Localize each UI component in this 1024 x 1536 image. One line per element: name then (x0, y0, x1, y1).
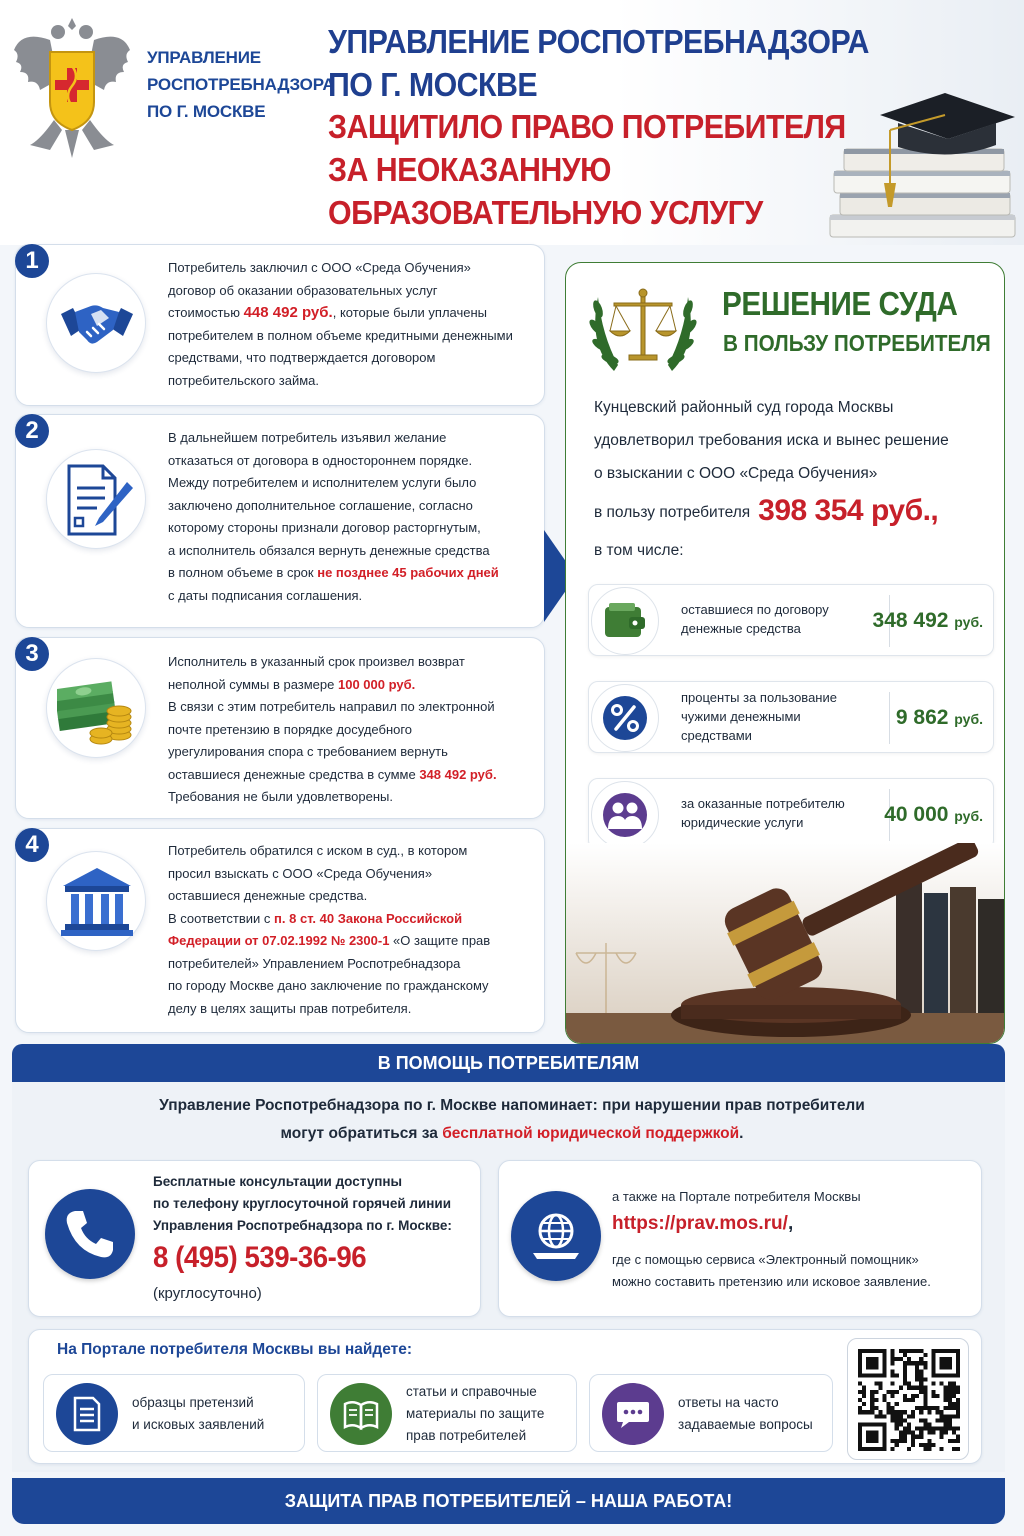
step-text-line: средствами, что подтверждается договором (168, 350, 436, 365)
step-number-badge: 3 (15, 637, 49, 671)
help-section-header: В ПОМОЩЬ ПОТРЕБИТЕЛЯМ (12, 1044, 1005, 1082)
step-text-part: «О защите прав (389, 933, 491, 948)
feature-label (678, 1375, 813, 1453)
phone-icon-circle (45, 1189, 135, 1279)
step-text-line: потребительского займа. (168, 372, 320, 388)
feature-item-articles[interactable] (317, 1374, 577, 1452)
portal-url-text[interactable]: https://prav.mos.ru/ (612, 1213, 788, 1234)
step-text-part: В соответствии с (168, 910, 271, 926)
law-reference-highlight: п. 8 ст. 40 Закона Российской (274, 910, 463, 926)
portal-card (498, 1160, 982, 1317)
step-text-line (168, 930, 540, 953)
court-text-line: Кунцевский районный суд города Москвы (594, 399, 894, 416)
page-subtitle-line: ЗА НЕОКАЗАННУЮ (328, 151, 611, 188)
feature-label-line: и исковых заявлений (132, 1417, 265, 1432)
court-text-line: о взыскании с ООО «Среда Обучения» (594, 465, 878, 482)
step-icon-circle (46, 851, 146, 951)
step-text-line: с даты подписания соглашения. (168, 587, 363, 603)
payment-label-line: чужими денежными (681, 709, 801, 724)
payment-value (884, 779, 983, 851)
double-headed-eagle-emblem-icon (10, 10, 135, 160)
step-text-line: потребителей» Управлением Роспотребнадзора (168, 955, 461, 971)
org-name-line: УПРАВЛЕНИЕ (147, 48, 261, 67)
step-text-line: Требования не были удовлетворены. (168, 789, 393, 804)
amount-highlight: 100 000 руб. (338, 676, 416, 692)
feature-label-line: образцы претензий (132, 1395, 254, 1410)
court-text-part: в пользу потребителя (594, 504, 751, 521)
court-title: РЕШЕНИЕ СУДА (722, 285, 958, 322)
portal-url-link[interactable] (612, 1213, 793, 1235)
payment-icon-circle (591, 587, 659, 655)
step-text-part: в полном объеме в срок (168, 565, 314, 580)
org-name (147, 44, 335, 125)
people-icon (601, 791, 649, 839)
payment-label (681, 794, 871, 832)
step-text-part: неполной суммы в размере (168, 676, 335, 692)
feature-icon-circle (56, 1383, 118, 1445)
handshake-icon (57, 284, 137, 364)
document-pen-icon (57, 460, 137, 540)
payment-icon-circle (591, 684, 659, 752)
feature-label-line: прав потребителей (406, 1428, 527, 1443)
page-title (328, 20, 869, 106)
step-text-line: просил взыскать с ООО «Среда Обучения» (168, 865, 433, 881)
payment-value (873, 585, 983, 657)
footer-slogan: ЗАЩИТА ПРАВ ПОТРЕБИТЕЛЕЙ – НАША РАБОТА! (12, 1478, 1005, 1524)
step-text-line: а исполнитель обязался вернуть денежные средства (168, 542, 490, 558)
money-coins-icon (57, 669, 137, 749)
step-text-line (168, 908, 540, 931)
step-number-badge: 1 (15, 244, 49, 278)
step-text-part: стоимостью (168, 305, 240, 320)
feature-label (132, 1375, 264, 1453)
court-text-line (594, 490, 994, 534)
hotline-text-line: Бесплатные консультации доступны (153, 1174, 403, 1189)
payment-unit: руб. (954, 808, 983, 824)
step-text (168, 651, 540, 809)
feature-icon-circle (330, 1383, 392, 1445)
step-text-line (168, 302, 540, 325)
step-text-line: заключено дополнительное соглашение, согласно (168, 497, 473, 513)
payment-label (681, 600, 871, 638)
portal-features-title: На Портале потребителя Москвы вы найдете: (57, 1341, 413, 1358)
document-list-icon (69, 1396, 105, 1432)
percent-icon (601, 694, 649, 742)
court-subtitle: В ПОЛЬЗУ ПОТРЕБИТЕЛЯ (723, 330, 991, 356)
page-subtitle (328, 105, 846, 234)
org-name-line: РОСПОТРЕБНАДЗОРА (147, 75, 335, 94)
payment-item-interest (588, 681, 994, 753)
payment-icon-circle (591, 781, 659, 849)
court-decision-text (594, 391, 994, 567)
deadline-highlight: не позднее 45 рабочих дней (317, 565, 499, 580)
hotline-hours-note: (круглосуточно) (153, 1285, 262, 1302)
help-intro-line: Управление Роспотребнадзора по г. Москве напоминает: при нарушении прав потребители (159, 1097, 865, 1114)
step-text-line: В связи с этим потребитель направил по электронной (168, 699, 495, 714)
step-text-line: Между потребителем и исполнителем услуги было (168, 475, 477, 490)
globe-laptop-icon (529, 1209, 583, 1263)
wallet-icon (601, 597, 649, 645)
step-text-line: Исполнитель в указанный срок произвел возврат (168, 654, 465, 669)
help-intro-part: . (739, 1125, 744, 1142)
hotline-text (153, 1171, 473, 1237)
free-legal-support-highlight: бесплатной юридической поддержкой (442, 1125, 740, 1142)
help-intro-line (0, 1120, 1024, 1148)
price-highlight: 448 492 руб. (243, 304, 333, 321)
globe-laptop-icon-circle (511, 1191, 601, 1281)
total-amount: 398 354 руб., (758, 494, 939, 527)
step-text-line: которому стороны признали договор расторгнутым, (168, 520, 481, 535)
step-text-line: В дальнейшем потребитель изъявил желание (168, 430, 447, 445)
portal-description-line: где с помощью сервиса «Электронный помощник» (612, 1252, 919, 1267)
step-text-line: отказаться от договора в одностороннем порядке. (168, 452, 473, 468)
feature-label-line: задаваемые вопросы (678, 1417, 813, 1432)
step-icon-circle (46, 658, 146, 758)
step-text (168, 427, 540, 607)
payment-label-line: юридические услуги (681, 815, 804, 830)
feature-label (406, 1375, 544, 1453)
step-text-line: оставшиеся денежные средства. (168, 888, 368, 903)
step-number-badge: 4 (15, 828, 49, 862)
payment-unit: руб. (954, 711, 983, 727)
payment-value (896, 682, 983, 754)
payment-label-line: проценты за пользование (681, 690, 837, 705)
step-text-line (168, 674, 540, 697)
qr-code[interactable] (847, 1338, 969, 1460)
amount-highlight: 348 492 руб. (419, 766, 497, 782)
portal-text: а также на Портале потребителя Москвы (612, 1189, 861, 1204)
court-text-line: в том числе: (594, 542, 684, 559)
step-text-line: урегулирования спора с требованием вернуть (168, 744, 448, 759)
scales-laurel-icon (584, 275, 702, 383)
page-title-line: УПРАВЛЕНИЕ РОСПОТРЕБНАДЗОРА (328, 23, 869, 60)
step-text-line: почте претензию в порядке досудебного (168, 721, 413, 737)
feature-item-faq[interactable] (589, 1374, 833, 1452)
step-text-line: Потребитель заключил с ООО «Среда Обучения» (168, 260, 471, 275)
org-name-line: ПО Г. МОСКВЕ (147, 102, 266, 121)
step-text (168, 840, 540, 1020)
payment-unit: руб. (954, 614, 983, 630)
step-text-line: по городу Москве дано заключение по гражданскому (168, 978, 489, 993)
step-icon-circle (46, 273, 146, 373)
open-book-icon (343, 1396, 379, 1432)
payment-label-line: оставшиеся по договору (681, 602, 829, 617)
payment-item-legal-services (588, 778, 994, 850)
portal-url-comma: , (787, 1213, 794, 1234)
step-card-3 (15, 637, 545, 819)
step-text-line: Потребитель обратился с иском в суд., в котором (168, 843, 468, 858)
hotline-card (28, 1160, 481, 1317)
phone-icon (63, 1207, 117, 1261)
qr-code-icon (858, 1349, 960, 1451)
step-text-line (168, 562, 540, 585)
feature-label-line: материалы по защите (406, 1406, 545, 1421)
feature-icon-circle (602, 1383, 664, 1445)
feature-item-templates[interactable] (43, 1374, 305, 1452)
books-graduation-cap-icon (820, 75, 1020, 245)
portal-description (612, 1249, 972, 1293)
chat-bubble-icon (615, 1396, 651, 1432)
law-reference-highlight: Федерации от 07.02.1992 № 2300-1 (168, 933, 390, 948)
portal-features-card (28, 1329, 982, 1464)
payment-amount: 9 862 (895, 706, 949, 729)
judge-gavel-icon (566, 843, 1005, 1044)
feature-label-line: ответы на часто (678, 1395, 779, 1410)
step-icon-circle (46, 449, 146, 549)
hotline-text-line: по телефону круглосуточной горячей линии (153, 1196, 452, 1211)
page-title-line: ПО Г. МОСКВЕ (328, 66, 538, 103)
step-text (168, 257, 540, 392)
payment-amount: 348 492 (872, 609, 949, 632)
court-building-icon (57, 862, 137, 942)
payment-label (681, 688, 871, 745)
payment-label-line: денежные средства (681, 621, 801, 636)
portal-description-line: можно составить претензию или исковое заявление. (612, 1274, 931, 1289)
step-text-part: , которые были уплачены (332, 305, 488, 320)
hotline-text-line: Управления Роспотребнадзора по г. Москве: (153, 1218, 452, 1233)
payment-label-line: за оказанные потребителю (681, 796, 845, 811)
step-text-part: оставшиеся денежные средства в сумме (168, 766, 416, 782)
help-intro-part: могут обратиться за (280, 1125, 438, 1142)
divider (889, 692, 890, 744)
step-text-line (168, 764, 540, 787)
hotline-phone-number[interactable]: 8 (495) 539-36-96 (153, 1241, 367, 1274)
step-card-2 (15, 414, 545, 628)
page-subtitle-line: ЗАЩИТИЛО ПРАВО ПОТРЕБИТЕЛЯ (328, 108, 846, 145)
step-number-badge: 2 (15, 414, 49, 448)
step-card-4 (15, 828, 545, 1033)
payment-item-remaining-funds (588, 584, 994, 656)
payment-label-line: средствами (681, 728, 752, 743)
page-subtitle-line: ОБРАЗОВАТЕЛЬНУЮ УСЛУГУ (328, 194, 763, 231)
court-decision-panel (565, 262, 1005, 1044)
step-text-line: делу в целях защиты прав потребителя. (168, 1000, 412, 1016)
step-card-1 (15, 244, 545, 406)
step-text-line: потребителем в полном объеме кредитными денежными (168, 327, 513, 343)
court-text-line: удовлетворил требования иска и вынес решение (594, 432, 949, 449)
payment-amount: 40 000 (884, 803, 949, 826)
step-text-line: договор об оказании образовательных услуг (168, 282, 438, 298)
feature-label-line: статьи и справочные (406, 1384, 537, 1399)
help-intro-text (0, 1092, 1024, 1148)
